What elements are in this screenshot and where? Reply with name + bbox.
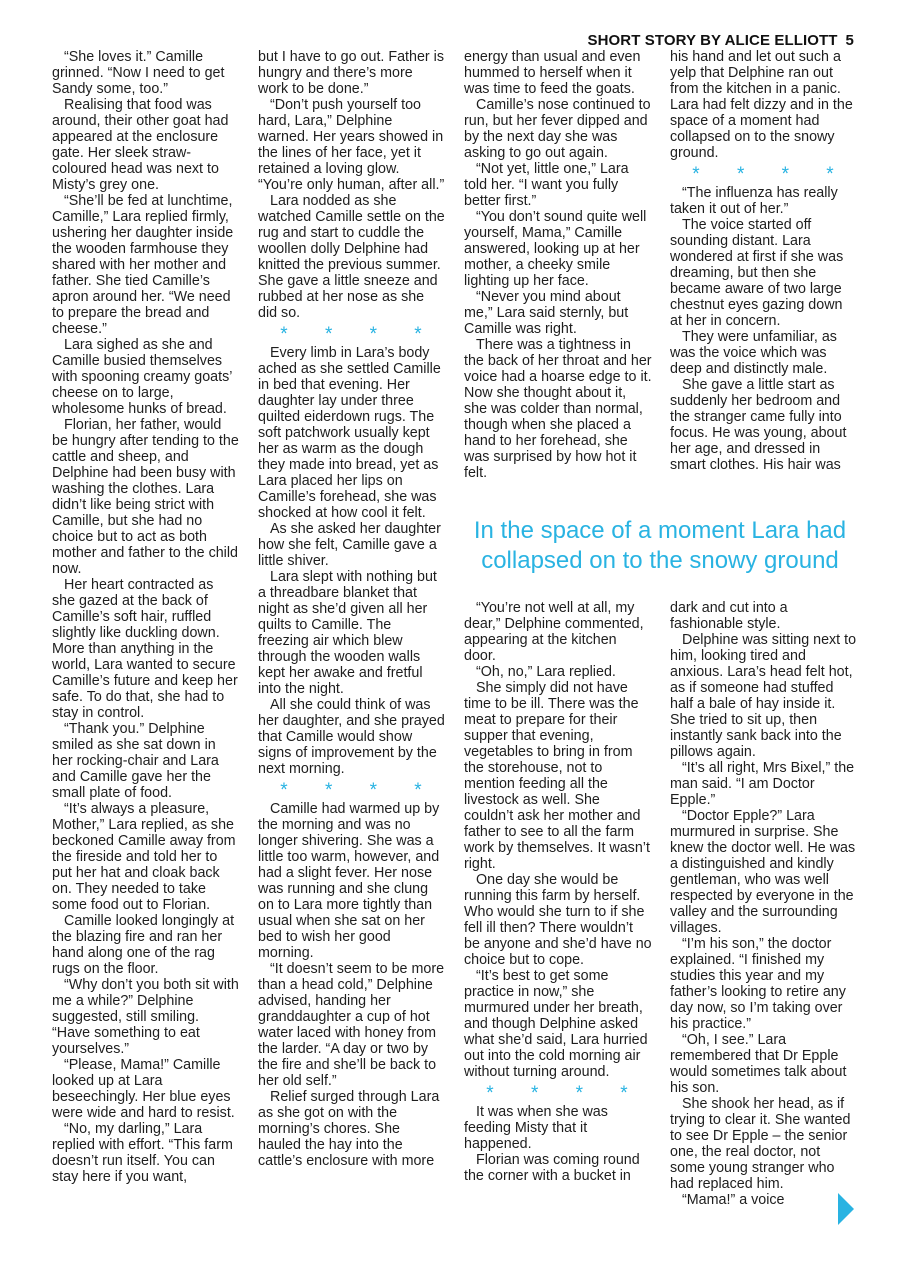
paragraph: “You’re not well at all, my dear,” Delphine commented, appearing at the kitchen door. (464, 600, 644, 664)
section-break-stars: * * * * (692, 164, 850, 185)
paragraph: Lara slept with nothing but a threadbare blanket that night as she’d given all her quilts to Camille. The freezing air which blew through the wooden walls kept her awake and fretful into the night. (258, 569, 437, 697)
text-column-3-top (464, 49, 652, 494)
paragraph: The voice started off sounding distant. Lara wondered at first if she was dreaming, but then she became aware of two large chestnut eyes gazing down at her in concern. (670, 217, 844, 329)
paragraph: Lara nodded as she watched Camille settle on the rug and start to cuddle the woollen dolly Delphine had knitted the previous summer. She gave a little sneeze and rubbed at her nose as she did so. (258, 193, 445, 321)
page-header (588, 32, 855, 49)
paragraph: Camille’s nose continued to run, but her fever dipped and by the next day she was asking to go out again. (464, 97, 651, 161)
pull-quote: In the space of a moment Lara had collapsed on to the snowy ground (473, 517, 847, 574)
paragraph: There was a tightness in the back of her throat and her voice had a hoarse edge to it. Now she thought about it, she was colder than normal, though when she placed a hand to her forehead, she was surprised by how hot it felt. (464, 337, 652, 481)
paragraph: All she could think of was her daughter, and she prayed that Camille would show signs of improvement by the next morning. (258, 697, 445, 777)
paragraph: It was when she was feeding Misty that it happened. (464, 1104, 608, 1152)
paragraph: Camille looked longingly at the blazing fire and ran her hand along one of the rag rugs on the floor. (52, 913, 235, 977)
paragraph: She gave a little start as suddenly her bedroom and the stranger came fully into focus. He was young, about her age, and dressed in smart clothes. His hair was (670, 377, 847, 473)
paragraph: “Thank you.” Delphine smiled as she sat down in her rocking-chair and Lara and Camille gave her the small plate of food. (52, 721, 219, 801)
paragraph: “Please, Mama!” Camille looked up at Lara beseechingly. Her blue eyes were wide and hard to resist. (52, 1057, 235, 1121)
paragraph: “Oh, I see.” Lara remembered that Dr Epple would sometimes talk about his son. (670, 1032, 847, 1096)
paragraph: “Never you mind about me,” Lara said sternly, but Camille was right. (464, 289, 629, 337)
paragraph: “It’s all right, Mrs Bixel,” the man said. “I am Doctor Epple.” (670, 760, 855, 808)
paragraph: Florian was coming round the corner with a bucket in (464, 1152, 640, 1184)
paragraph: Camille had warmed up by the morning and was no longer shivering. She was a little too warm, however, and had a slight fever. Her nose was running and she clung on to Lara more tightly than usual when she sat on her bed to wish her good morning. (258, 801, 440, 961)
paragraph: Every limb in Lara’s body ached as she settled Camille in bed that evening. Her daughter lay under three quilted eiderdown rugs. The soft patchwork usually kept her as warm as the dough they made into bread, yet as Lara placed her lips on Camille’s forehead, she was shocked at how cool it felt. (258, 345, 441, 521)
text-column-4-top (670, 49, 858, 494)
paragraph: “Oh, no,” Lara replied. (476, 664, 616, 680)
paragraph: One day she would be running this farm by herself. Who would she turn to if she fell ill then? There wouldn’t be anyone and she’d have no choice but to cope. (464, 872, 652, 968)
paragraph: energy than usual and even hummed to herself when it was time to feed the goats. (464, 49, 641, 97)
paragraph: but I have to go out. Father is hungry and there’s more work to be done.” (258, 49, 444, 97)
paragraph: “Don’t push yourself too hard, Lara,” Delphine warned. Her years showed in the lines of her face, yet it retained a loving glow. “You’re only human, after all.” (258, 97, 445, 193)
paragraph: “Doctor Epple?” Lara murmured in surprise. She knew the doctor well. He was a distinguished and kindly gentleman, who was well respected by everyone in the valley and the surrounding villages. (670, 808, 856, 936)
text-column-3-bottom (464, 600, 652, 1230)
text-column-1 (52, 49, 240, 1229)
paragraph: his hand and let out such a yelp that Delphine ran out from the kitchen in a panic. Lara had felt dizzy and in the space of a moment had collapsed on to the snowy ground. (670, 49, 853, 161)
paragraph: As she asked her daughter how she felt, Camille gave a little shiver. (258, 521, 441, 569)
continue-arrow-icon (838, 1193, 854, 1225)
paragraph: “It doesn’t seem to be more than a head cold,” Delphine advised, handing her granddaughter a cup of hot water laced with honey from the larder. “A day or two by the fire and she’ll be back to her old self.” (258, 961, 445, 1089)
paragraph: Her heart contracted as she gazed at the back of Camille’s soft hair, ruffled slightly like duckling down. More than anything in the world, Lara wanted to secure Camille’s future and keep her safe. To do that, she had to stay in control. (52, 577, 238, 721)
paragraph: She simply did not have time to be ill. There was the meat to prepare for their supper that evening, vegetables to bring in from the storehouse, not to mention feeding all the livestock as well. She couldn’t ask her mother and father to see to all the farm work by themselves. It wasn’t right. (464, 680, 650, 872)
paragraph: “Mama!” a voice (682, 1192, 785, 1208)
section-break-stars: * * * * (280, 324, 438, 345)
paragraph: “She’ll be fed at lunchtime, Camille,” Lara replied firmly, ushering her daughter inside the wooden farmhouse they shared with her mother and father. She tied Camille’s apron around her. “We need to prepare the bread and cheese.” (52, 193, 234, 337)
text-column-2 (258, 49, 446, 1229)
paragraph: “No, my darling,” Lara replied with effort. “This farm doesn’t run itself. You can stay here if you want, (52, 1121, 233, 1185)
paragraph: “You don’t sound quite well yourself, Mama,” Camille answered, looking up at her mother, a cheeky smile lighting up her face. (464, 209, 647, 289)
paragraph: “She loves it.” Camille grinned. “Now I need to get Sandy some, too.” (52, 49, 225, 97)
paragraph: Lara sighed as she and Camille busied themselves with spooning creamy goats’ cheese on to large, wholesome hunks of bread. (52, 337, 232, 417)
paragraph: She shook her head, as if trying to clear it. She wanted to see Dr Epple – the senior one, the real doctor, not some young stranger who had replaced him. (670, 1096, 851, 1192)
paragraph: Relief surged through Lara as she got on with the morning’s chores. She hauled the hay into the cattle’s enclosure with more (258, 1089, 440, 1169)
paragraph: They were unfamiliar, as was the voice which was deep and distinctly male. (670, 329, 837, 377)
paragraph: Delphine was sitting next to him, looking tired and anxious. Lara’s head felt hot, as if someone had stuffed half a bale of hay inside it. She tried to sit up, then instantly sank back into the pillows again. (670, 632, 857, 760)
page-number: 5 (845, 32, 854, 49)
section-break-stars: * * * * (280, 780, 438, 801)
paragraph: “Not yet, little one,” Lara told her. “I want you fully better first.” (464, 161, 629, 209)
paragraph: “I’m his son,” the doctor explained. “I finished my studies this year and my father’s looking to retire any day now, so I’m taking over his practice.” (670, 936, 846, 1032)
paragraph: dark and cut into a fashionable style. (670, 600, 788, 632)
story-byline: SHORT STORY BY ALICE ELLIOTT (587, 32, 838, 49)
paragraph: “Why don’t you both sit with me a while?” Delphine suggested, still smiling. “Have something to eat yourselves.” (52, 977, 239, 1057)
section-break-stars: * * * * (486, 1083, 644, 1104)
paragraph: “The influenza has really taken it out of her.” (670, 185, 838, 217)
paragraph: Florian, her father, would be hungry after tending to the cattle and sheep, and Delphine had been busy with washing the clothes. Lara didn’t like being strict with Camille, but she had no choice but to act as both mother and father to the child now. (52, 417, 239, 577)
paragraph: “It’s best to get some practice in now,” she murmured under her breath, and though Delphine asked what she’d said, Lara hurried out into the cold morning air without turning around. (464, 968, 648, 1080)
paragraph: “It’s always a pleasure, Mother,” Lara replied, as she beckoned Camille away from the fireside and told her to put her hat and cloak back on. They needed to take some food out to Florian. (52, 801, 236, 913)
text-column-4-bottom (670, 600, 858, 1230)
paragraph: Realising that food was around, their other goat had appeared at the enclosure gate. Her sleek straw-coloured head was next to Misty’s grey one. (52, 97, 229, 193)
